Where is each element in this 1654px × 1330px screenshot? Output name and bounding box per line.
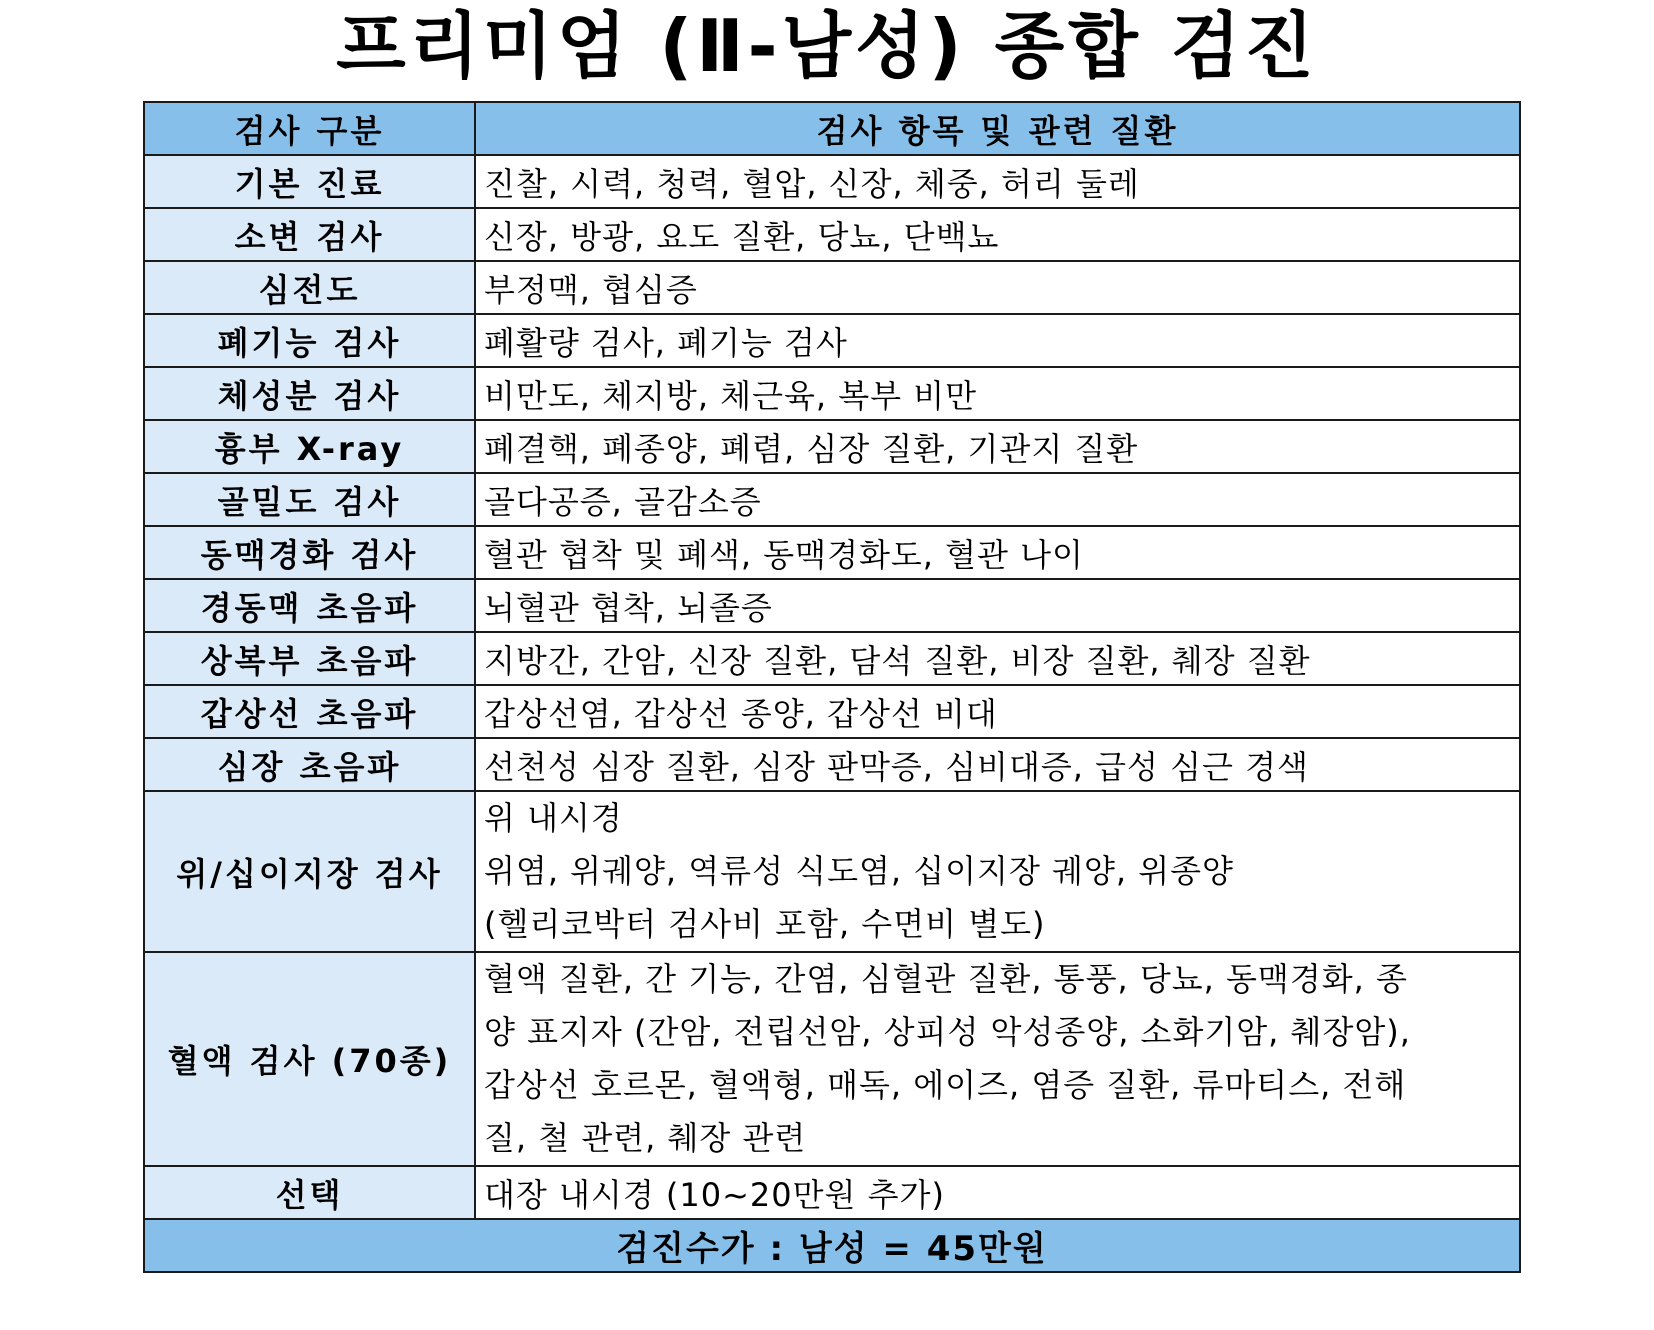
row-items <box>475 791 1520 952</box>
table-row <box>144 632 1520 685</box>
row-category: 심전도 <box>144 261 475 314</box>
row-items: 폐결핵, 폐종양, 폐렴, 심장 질환, 기관지 질환 <box>475 420 1520 473</box>
table-row <box>144 314 1520 367</box>
table-row <box>144 155 1520 208</box>
item-line: 위 내시경 <box>484 799 623 837</box>
table-header-row <box>144 102 1520 155</box>
row-category: 기본 진료 <box>144 155 475 208</box>
table-row-endoscopy <box>144 791 1520 952</box>
row-items: 선천성 심장 질환, 심장 판막증, 심비대증, 급성 심근 경색 <box>475 738 1520 791</box>
table-row <box>144 473 1520 526</box>
row-items: 비만도, 체지방, 체근육, 복부 비만 <box>475 367 1520 420</box>
item-line: 양 표지자 (간암, 전립선암, 상피성 악성종양, 소화기암, 췌장암), <box>484 1013 1411 1051</box>
row-items: 갑상선염, 갑상선 종양, 갑상선 비대 <box>475 685 1520 738</box>
table-footer-row <box>144 1219 1520 1272</box>
row-items: 뇌혈관 협착, 뇌졸증 <box>475 579 1520 632</box>
row-category: 흉부 X-ray <box>144 420 475 473</box>
row-category: 폐기능 검사 <box>144 314 475 367</box>
row-items: 혈관 협착 및 폐색, 동맥경화도, 혈관 나이 <box>475 526 1520 579</box>
row-category: 심장 초음파 <box>144 738 475 791</box>
table-row-optional <box>144 1166 1520 1219</box>
item-line: 혈액 질환, 간 기능, 간염, 심혈관 질환, 통풍, 당뇨, 동맥경화, 종 <box>484 960 1408 998</box>
header-category: 검사 구분 <box>144 102 475 155</box>
row-category: 선택 <box>144 1166 475 1219</box>
row-category: 위/십이지장 검사 <box>144 791 475 952</box>
table-row-blood <box>144 952 1520 1166</box>
exam-table <box>143 101 1521 1273</box>
table-row <box>144 208 1520 261</box>
row-category: 갑상선 초음파 <box>144 685 475 738</box>
header-items: 검사 항목 및 관련 질환 <box>475 102 1520 155</box>
price-footer: 검진수가 : 남성 = 45만원 <box>144 1219 1520 1272</box>
page-title: 프리미엄 (Ⅱ-남성) 종합 검진 <box>336 4 1318 88</box>
table-row <box>144 579 1520 632</box>
row-items: 부정맥, 협심증 <box>475 261 1520 314</box>
item-line: (헬리코박터 검사비 포함, 수면비 별도) <box>484 905 1046 943</box>
item-line: 질, 철 관련, 췌장 관련 <box>484 1119 807 1157</box>
row-items: 대장 내시경 (10~20만원 추가) <box>475 1166 1520 1219</box>
row-items: 골다공증, 골감소증 <box>475 473 1520 526</box>
table-row <box>144 685 1520 738</box>
item-line: 위염, 위궤양, 역류성 식도염, 십이지장 궤양, 위종양 <box>484 852 1234 890</box>
row-items <box>475 952 1520 1166</box>
table-row <box>144 420 1520 473</box>
row-items: 진찰, 시력, 청력, 혈압, 신장, 체중, 허리 둘레 <box>475 155 1520 208</box>
table-row <box>144 738 1520 791</box>
row-items: 신장, 방광, 요도 질환, 당뇨, 단백뇨 <box>475 208 1520 261</box>
row-category: 동맥경화 검사 <box>144 526 475 579</box>
row-category: 소변 검사 <box>144 208 475 261</box>
row-category: 경동맥 초음파 <box>144 579 475 632</box>
row-items: 지방간, 간암, 신장 질환, 담석 질환, 비장 질환, 췌장 질환 <box>475 632 1520 685</box>
item-line: 갑상선 호르몬, 혈액형, 매독, 에이즈, 염증 질환, 류마티스, 전해 <box>484 1066 1407 1104</box>
row-category: 체성분 검사 <box>144 367 475 420</box>
row-category: 혈액 검사 (70종) <box>144 952 475 1166</box>
table-row <box>144 526 1520 579</box>
table-row <box>144 261 1520 314</box>
row-items: 폐활량 검사, 폐기능 검사 <box>475 314 1520 367</box>
table-row <box>144 367 1520 420</box>
row-category: 상복부 초음파 <box>144 632 475 685</box>
row-category: 골밀도 검사 <box>144 473 475 526</box>
